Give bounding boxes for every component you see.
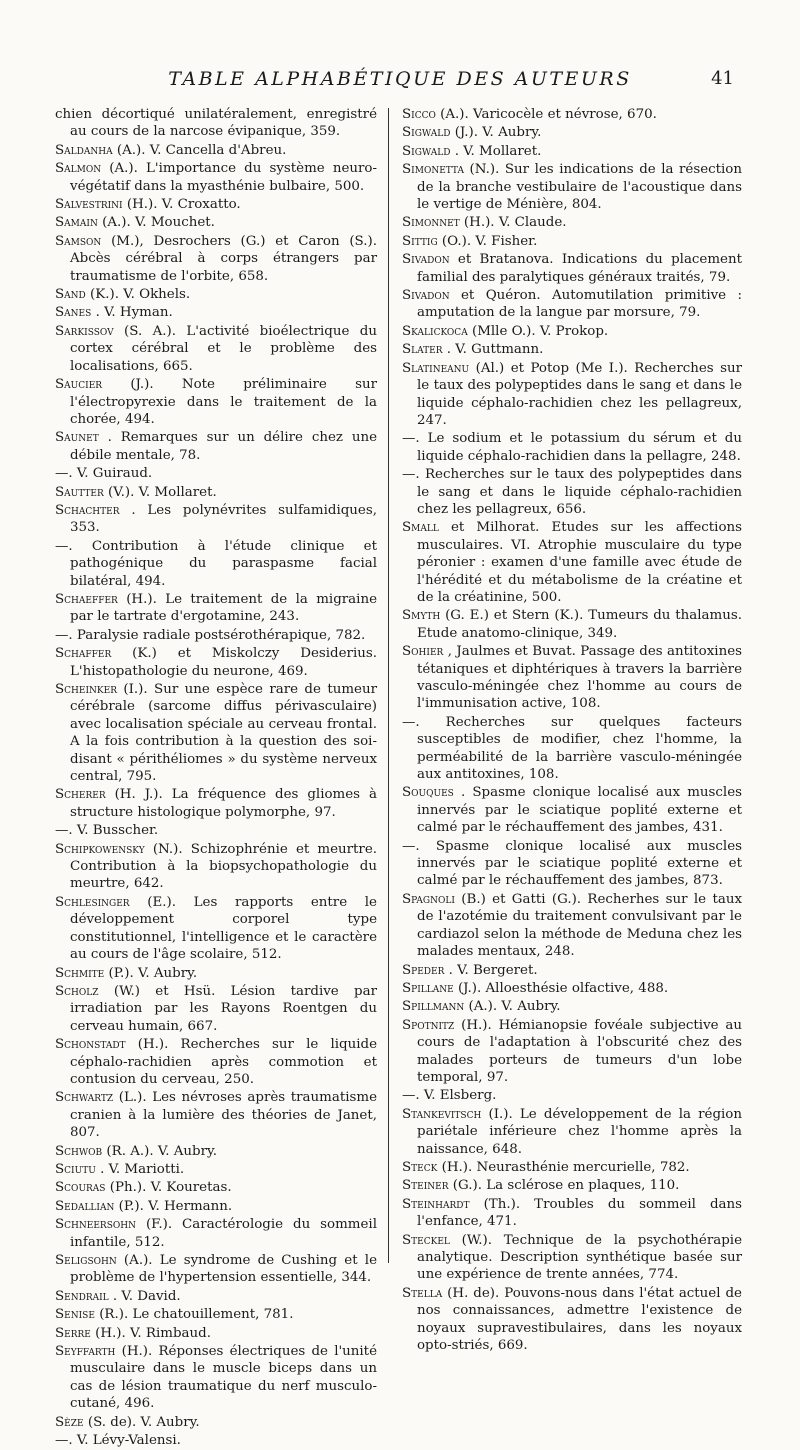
- entry-author: Spillane: [402, 980, 454, 996]
- entry-author: Samain: [55, 215, 98, 231]
- index-entry: [55, 304, 377, 321]
- entry-author: Small: [402, 520, 439, 536]
- entry-text: . V. Bergeret.: [448, 962, 538, 978]
- entry-author: Sanes: [55, 305, 92, 321]
- entry-text: (Al.) et Potop (Me I.). Recherches sur le taux des polypeptides dans le sang et dans le liquide céphalo-rachidien chez les pellagreux, 247.: [417, 360, 742, 428]
- index-entry: [402, 214, 742, 231]
- entry-text: , Jaulmes et Buvat. Passage des antitoxines tétaniques et diphtériques à travers la barrière vasculo-méningée chez l'homme au cours de l'immunisation active, 108.: [417, 644, 742, 712]
- entry-text: (G. E.) et Stern (K.). Tumeurs du thalamus. Etude anatomo-clinique, 349.: [417, 608, 742, 641]
- entry-text: (J.). V. Aubry.: [454, 125, 542, 141]
- index-entry: [55, 841, 377, 893]
- entry-text: —. V. Guiraud.: [55, 466, 153, 482]
- entry-text: (R. A.). V. Aubry.: [106, 1143, 218, 1159]
- entry-author: Sand: [55, 287, 86, 303]
- index-entry: [55, 376, 377, 428]
- entry-author: Scherer: [55, 787, 106, 803]
- index-column-left: [55, 106, 377, 1450]
- index-entry: [402, 1017, 742, 1087]
- entry-author: Spotnitz: [402, 1017, 455, 1033]
- entry-author: Speder: [402, 962, 445, 978]
- entry-text: . V. David.: [112, 1288, 181, 1304]
- entry-author: Sedallian: [55, 1198, 115, 1214]
- index-entry: [55, 1089, 377, 1141]
- entry-text: . Les polynévrites sulfamidiques, 353.: [70, 502, 377, 536]
- entry-author: Schipkowensky: [55, 841, 145, 857]
- entry-text: (N.). Schizophrénie et meurtre. Contribution à la biopsychopathologie du meurtre, 642.: [70, 841, 377, 892]
- entry-text: —. Contribution à l'étude clinique et pathogénique du paraspasme facial bilatéral, 494.: [55, 538, 377, 589]
- entry-text: (A.). Le syndrome de Cushing et le problème de l'hypertension essentielle, 344.: [70, 1253, 377, 1286]
- entry-author: Sigwald: [402, 143, 451, 159]
- entry-text: . V. Hyman.: [95, 305, 173, 321]
- entry-text: (J.). Note préliminaire sur l'électropyrexie dans le traitement de la chorée, 494.: [70, 377, 377, 427]
- entry-author: Simonetta: [402, 162, 464, 178]
- entry-author: Schwob: [55, 1143, 103, 1159]
- entry-author: Schlesinger: [55, 894, 130, 910]
- entry-text: et Milhorat. Etudes sur les affections musculaires. VI. Atrophie musculaire du type péronier : examen d'une famille avec étude de l'hérédité et du métabolisme de la créatine et de la créatinine, 500.: [417, 520, 742, 605]
- entry-text: (G.). La sclérose en plaques, 110.: [452, 1178, 680, 1194]
- entry-author: Schmite: [55, 965, 105, 981]
- index-entry: [402, 341, 742, 358]
- index-entry: [402, 607, 742, 642]
- index-entry: [55, 681, 377, 785]
- entry-author: Steiner: [402, 1178, 449, 1194]
- entry-author: Seligsohn: [55, 1253, 117, 1268]
- index-entry: [55, 323, 377, 375]
- index-entry: [402, 161, 742, 213]
- entry-text: (H.). V. Croxatto.: [126, 197, 241, 213]
- entry-author: Schwartz: [55, 1090, 114, 1106]
- index-entry: [402, 1087, 742, 1104]
- index-entry: [55, 1216, 377, 1251]
- entry-author: Saucier: [55, 377, 103, 393]
- entry-author: Salmon: [55, 161, 102, 177]
- entry-author: Smyth: [402, 608, 441, 624]
- entry-author: Sohier: [402, 644, 444, 660]
- index-entry: [402, 143, 742, 160]
- entry-text: (I.). Sur une espèce rare de tumeur cérébrale (sarcome diffus périvasculaire) avec localisation spéciale au cerveau frontal. A la fois contribution à la question des soi-disant « périthéliomes » du système nerveux central, 795.: [70, 682, 377, 785]
- entry-text: (H.). Neurasthénie mercurielle, 782.: [441, 1159, 690, 1175]
- entry-text: (K.) et Miskolczy Desiderius. L'histopathologie du neurone, 469.: [70, 646, 377, 679]
- page-number: 41: [711, 68, 734, 89]
- entry-author: Serre: [55, 1325, 91, 1341]
- entry-text: (A.). V. Mouchet.: [102, 215, 215, 231]
- entry-text: —. V. Lévy-Valensi.: [55, 1433, 181, 1449]
- index-entry: [402, 251, 742, 286]
- index-entry: [402, 323, 742, 340]
- entry-text: (M.), Desrochers (G.) et Caron (S.). Abcès cérébral à corps étrangers par traumatisme de l'orbite, 658.: [70, 233, 377, 284]
- entry-text: (S. de). V. Aubry.: [87, 1414, 200, 1430]
- page-header: [0, 68, 800, 98]
- entry-author: Schachter: [55, 502, 120, 518]
- index-entry: [402, 838, 742, 890]
- entry-text: . Remarques sur un délire chez une débile mentale, 78.: [70, 430, 377, 463]
- entry-text: (L.). Les névroses après traumatisme cranien à la lumière des théories de Janet, 807.: [70, 1090, 378, 1141]
- entry-text: —. V. Elsberg.: [402, 1088, 497, 1104]
- entry-author: Sendrail: [55, 1288, 109, 1304]
- entry-text: (H.). Recherches sur le liquide céphalo-rachidien après commotion et contusion du cerveau, 250.: [70, 1037, 377, 1087]
- index-entry: [55, 965, 377, 982]
- entry-text: chien décortiqué unilatéralement, enregistré au cours de la narcose évipanique, 359.: [55, 107, 377, 140]
- index-entry: [402, 962, 742, 979]
- entry-author: Skalickoca: [402, 323, 468, 339]
- index-entry: [402, 1159, 742, 1176]
- entry-text: (W.) et Hsü. Lésion tardive par irradiation par les Rayons Roentgen du cerveau humain, 667.: [70, 983, 377, 1034]
- entry-author: Spillmann: [402, 999, 465, 1015]
- entry-text: (Ph.). V. Kouretas.: [109, 1180, 232, 1196]
- index-entry: [55, 106, 377, 141]
- index-entry: [55, 822, 377, 839]
- index-entry: [55, 502, 377, 537]
- entry-author: Sèze: [55, 1414, 84, 1430]
- index-entry: [402, 891, 742, 961]
- index-entry: [55, 1343, 377, 1413]
- entry-text: (I.). Le développement de la région pariétale inférieure chez l'homme après la naissance, 648.: [417, 1106, 742, 1157]
- entry-text: (V.). V. Mollaret.: [108, 484, 217, 500]
- entry-author: Scheinker: [55, 682, 117, 697]
- entry-author: Stankevitsch: [402, 1106, 482, 1122]
- index-entry: [55, 591, 377, 626]
- index-entry: [55, 465, 377, 482]
- entry-author: Scholz: [55, 983, 99, 999]
- index-entry: [55, 894, 377, 964]
- index-entry: [402, 466, 742, 518]
- index-entry: [55, 1179, 377, 1196]
- index-entry: [402, 1106, 742, 1158]
- index-entry: [402, 233, 742, 250]
- index-entry: [402, 287, 742, 322]
- index-entry: [55, 1198, 377, 1215]
- index-entry: [55, 286, 377, 303]
- index-entry: [402, 1232, 742, 1284]
- index-entry: [402, 714, 742, 784]
- entry-author: Saldanha: [55, 142, 113, 158]
- index-entry: [55, 1306, 377, 1323]
- entry-author: Stella: [402, 1285, 443, 1301]
- entry-author: Sivadon: [402, 288, 450, 304]
- entry-text: (J.). Alloesthésie olfactive, 488.: [457, 980, 669, 996]
- entry-text: (P.). V. Hermann.: [118, 1198, 233, 1214]
- index-entry: [55, 538, 377, 590]
- entry-author: Spagnoli: [402, 891, 455, 907]
- entry-text: (E.). Les rapports entre le développement corporel type constitutionnel, l'intelligence et le caractère au cours de l'âge scolaire, 512.: [70, 894, 377, 963]
- entry-text: (S. A.). L'activité bioélectrique du cortex cérébral et le problème des localisations, 665.: [70, 323, 377, 374]
- entry-text: (W.). Technique de la psychothérapie analytique. Description synthétique basée sur une expérience de trente années, 774.: [417, 1232, 742, 1283]
- index-entry: [55, 1288, 377, 1305]
- entry-text: (N.). Sur les indications de la résection de la branche vestibulaire de l'acoustique dans le vertige de Ménière, 804.: [417, 162, 742, 213]
- entry-text: —. Paralysie radiale postsérothérapique, 782.: [55, 627, 366, 643]
- entry-author: Samson: [55, 233, 102, 249]
- index-entry: [402, 430, 742, 465]
- entry-text: (R.). Le chatouillement, 781.: [99, 1307, 294, 1323]
- entry-text: . V. Guttmann.: [446, 342, 544, 358]
- column-divider: [388, 108, 389, 1263]
- entry-author: Seyffarth: [55, 1344, 116, 1360]
- entry-text: (A.). Varicocèle et névrose, 670.: [440, 107, 657, 122]
- index-entry: [55, 1161, 377, 1178]
- running-title: TABLE ALPHABÉTIQUE DES AUTEURS: [168, 68, 632, 90]
- index-entry: [55, 429, 377, 464]
- entry-author: Slater: [402, 342, 443, 358]
- index-entry: [55, 786, 377, 821]
- index-entry: [402, 998, 742, 1015]
- entry-text: (Th.). Troubles du sommeil dans l'enfance, 471.: [417, 1196, 742, 1230]
- entry-author: Salvestrini: [55, 197, 123, 213]
- entry-text: . V. Mariotti.: [100, 1161, 185, 1177]
- entry-text: (O.). V. Fisher.: [441, 233, 538, 249]
- index-entry: [55, 142, 377, 159]
- entry-text: (A.). V. Cancella d'Abreu.: [116, 142, 287, 158]
- entry-text: —. Recherches sur le taux des polypeptides dans le sang et dans le liquide céphalo-rachidien chez les pellagreux, 656.: [402, 467, 742, 517]
- entry-author: Saunet: [55, 430, 99, 446]
- entry-text: . V. Mollaret.: [454, 143, 542, 159]
- index-entry: [55, 1414, 377, 1431]
- entry-author: Schneersohn: [55, 1217, 136, 1233]
- index-entry: [402, 519, 742, 606]
- entry-text: (K.). V. Okhels.: [90, 287, 191, 303]
- index-entry: [55, 1325, 377, 1342]
- entry-author: Sigwald: [402, 125, 451, 141]
- index-entry: [55, 645, 377, 680]
- entry-text: (A.). V. Aubry.: [468, 999, 561, 1015]
- entry-text: (H.). Hémianopsie fovéale subjective au cours de l'adaptation à l'obscurité chez des malades porteurs de tumeurs d'un lobe temporal, 97.: [417, 1017, 742, 1085]
- entry-text: (Mlle O.). V. Prokop.: [471, 323, 609, 339]
- entry-text: —. Spasme clonique localisé aux muscles innervés par le sciatique poplité externe et calmé par le réchauffement des jambes, 873.: [402, 838, 742, 889]
- entry-author: Steinhardt: [402, 1196, 470, 1212]
- entry-author: Schonstadt: [55, 1037, 126, 1053]
- entry-text: (H.). Réponses électriques de l'unité musculaire dans le muscle biceps dans un cas de lésion traumatique du nerf musculo-cutané, 496.: [70, 1344, 377, 1412]
- index-column-right: [402, 106, 742, 1355]
- index-entry: [55, 1143, 377, 1160]
- entry-author: Steck: [402, 1159, 438, 1175]
- index-entry: [402, 1177, 742, 1194]
- index-entry: [402, 106, 742, 123]
- entry-author: Schaeffer: [55, 591, 118, 607]
- index-entry: [55, 214, 377, 231]
- index-entry: [55, 627, 377, 644]
- entry-author: Sarkissov: [55, 323, 114, 339]
- index-entry: [402, 980, 742, 997]
- entry-text: (H. de). Pouvons-nous dans l'état actuel de nos connaissances, admettre l'existence de noyaux supravestibulaires, dans les noyaux opto-striés, 669.: [417, 1285, 742, 1354]
- index-entry: [55, 1432, 377, 1449]
- entry-text: (H.). V. Rimbaud.: [95, 1325, 211, 1341]
- entry-text: (B.) et Gatti (G.). Recherhes sur le taux de l'azotémie du traitement convulsivant par le cardiazol selon la méthode de Meduna chez les malades mentaux, 248.: [417, 891, 742, 960]
- index-entry: [55, 196, 377, 213]
- entry-author: Senise: [55, 1307, 95, 1323]
- entry-text: —. Recherches sur quelques facteurs susceptibles de modifier, chez l'homme, la perméabilité de la barrière vasculo-méningée aux antitoxines, 108.: [402, 714, 742, 783]
- entry-author: Scouras: [55, 1180, 106, 1196]
- index-entry: [402, 784, 742, 836]
- entry-text: . Spasme clonique localisé aux muscles innervés par le sciatique poplité externe et calmé par le réchauffement des jambes, 431.: [417, 785, 742, 836]
- entry-author: Schaffer: [55, 646, 112, 662]
- entry-author: Sivadon: [402, 252, 450, 268]
- entry-author: Souques: [402, 785, 454, 801]
- index-entry: [402, 1196, 742, 1231]
- entry-author: Simonnet: [402, 215, 460, 231]
- entry-author: Slatineanu: [402, 360, 470, 376]
- entry-author: Sautter: [55, 484, 104, 500]
- index-entry: [55, 160, 377, 195]
- index-entry: [55, 983, 377, 1035]
- index-entry: [55, 1252, 377, 1287]
- entry-text: (H. J.). La fréquence des gliomes à structure histologique polymorphe, 97.: [70, 787, 377, 820]
- index-entry: [402, 360, 742, 430]
- entry-text: (H.). Le traitement de la migraine par le tartrate d'ergotamine, 243.: [70, 591, 377, 625]
- index-entry: [55, 233, 377, 285]
- entry-text: —. Le sodium et le potassium du sérum et du liquide céphalo-rachidien dans la pellagre, 248.: [402, 431, 742, 464]
- entry-text: et Quéron. Automutilation primitive : amputation de la langue par morsure, 79.: [417, 288, 742, 321]
- entry-text: (P.). V. Aubry.: [108, 965, 198, 981]
- entry-author: Sittig: [402, 233, 438, 249]
- index-entry: [402, 124, 742, 141]
- entry-text: —. V. Busscher.: [55, 823, 159, 839]
- index-entry: [55, 1036, 377, 1088]
- entry-text: (H.). V. Claude.: [463, 215, 567, 231]
- entry-author: Sciutu: [55, 1161, 96, 1177]
- entry-text: (A.). L'importance du système neuro-végétatif dans la myasthénie bulbaire, 500.: [70, 161, 377, 194]
- index-entry: [402, 643, 742, 713]
- index-entry: [402, 1285, 742, 1355]
- entry-author: Steckel: [402, 1232, 450, 1248]
- entry-author: Sicco: [402, 107, 436, 122]
- index-entry: [55, 484, 377, 501]
- entry-text: (F.). Caractérologie du sommeil infantile, 512.: [70, 1217, 377, 1250]
- entry-text: et Bratanova. Indications du placement familial des paralytiques généraux traités, 79.: [417, 252, 742, 285]
